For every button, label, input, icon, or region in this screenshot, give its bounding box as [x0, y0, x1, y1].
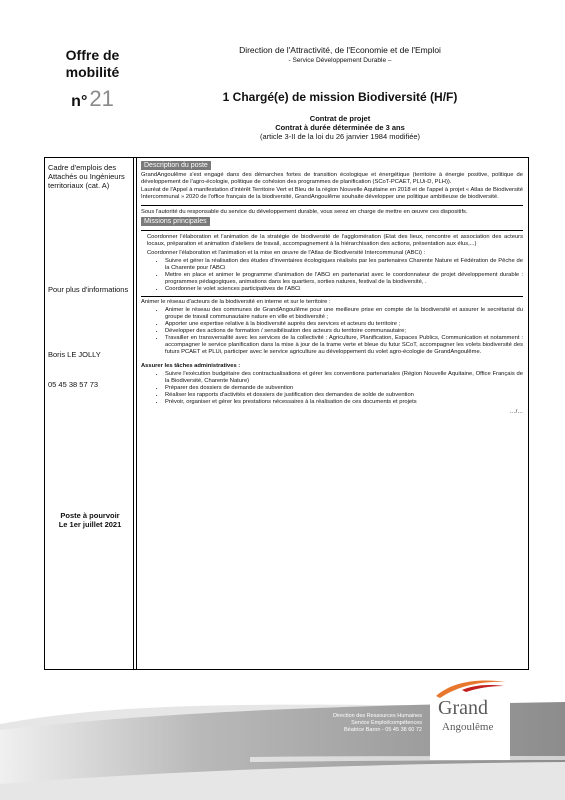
description-heading: Description du poste: [141, 161, 211, 170]
description-paragraph-2: Lauréat de l'Appel à manifestation d'intérêt Territoire Vert et Bleu de la région Nouvelle Aquitaine en 2018 et de l'appel à projet « Atlas de Biodiversité Intercommunal » 2020 de l'office français de la biodiversité, GrandAngoulême souhaite développer une politique ambitieuse de biodiversité.: [141, 187, 523, 200]
start-date-block: [48, 511, 132, 529]
hr-department: Direction des Ressources Humaines: [333, 713, 422, 719]
hr-service: Service Emploi/compétences: [351, 720, 422, 726]
start-date: Le 1er juillet 2021: [58, 520, 122, 529]
description-paragraph-1: GrandAngoulême s'est engagé dans des démarches fortes de transition écologique et énergétique (territoire à énergie positive, politique de développement de l'agro-écologie, politique de cohésion des programmes de planification (SCoT-PCAET, PLUi-D, PLH)).: [141, 172, 523, 185]
list-item: • Mettre en place et animer le programme d'animation de l'ABCi en partenariat avec le coordonnateur de projet développement durable : programmes pédagogiques, animations dans les quartiers, sorties natures, festival de la biodiversité, .: [165, 272, 523, 286]
logo-text-grand: Grand: [438, 697, 488, 719]
continuation-mark: …/…: [509, 409, 523, 415]
list-item: • Apporter une expertise relative à la biodiversité auprès des services et acteurs du territoire ;: [165, 321, 523, 328]
logo-swoosh-red: [462, 685, 504, 692]
logo-swoosh-icon: [432, 676, 510, 698]
list-item: • Prévoir, organiser et gérer les prestations nécessaires à la réalisation de ces documents et projets: [165, 399, 523, 406]
hr-contact: [262, 713, 422, 734]
mission-4-list: [141, 371, 523, 406]
list-item: • Travailler en transversalité avec les services de la collectivité : Agriculture, Planification, Espaces Publics, Communication et notamment : accompagner le service planification dans la mise à jour de la trame verte et bleue du futur SCoT, accompagner les volets biodiversité des futurs PCAET et PLUi, participer avec le service agriculture au développement du volet agro-écologie de GrandAngoulême.: [165, 335, 523, 356]
mission-2-list: [141, 258, 523, 293]
divider: [141, 296, 523, 297]
missions-heading: Missions principales: [141, 217, 210, 226]
list-item: • Préparer des dossiers de demande de subvention: [165, 385, 523, 392]
list-item: • Développer des actions de formation / sensibilisation des acteurs du territoire communautaire;: [165, 328, 523, 335]
mission-3-list: [141, 307, 523, 356]
divider: [141, 230, 523, 231]
contract-legal-ref: (article 3-II de la loi du 26 janvier 1984 modifiée): [259, 132, 421, 141]
contact-name: Boris LE JOLLY: [48, 350, 101, 359]
mission-3: Animer le réseau d'acteurs de la biodiversité en interne et sur le territoire :: [141, 299, 331, 305]
list-item: • Coordonner le volet sciences participatives de l'ABCi: [165, 286, 523, 293]
main-content: [141, 161, 523, 416]
offer-number-prefix: n°: [71, 93, 88, 110]
left-column-inner-border: [136, 157, 137, 670]
list-item: • Suivre l'exécution budgétaire des contractualisations et gérer les conventions partenariales (Région Nouvelle Aquitaine, Office Français de la Biodiversité, Charente Nature): [165, 371, 523, 385]
service-name: - Service Développement Durable –: [288, 57, 392, 64]
list-item: • Animer le réseau des communes de GrandAngoulême pour une meilleure prise en compte de la biodiversité et assurer le secrétariat du groupe de travail communautaire nature en ville et biodiversité ;: [165, 307, 523, 321]
contact-phone: 05 45 38 57 73: [48, 380, 99, 389]
divider: [141, 205, 523, 206]
direction-name: Direction de l'Attractivité, de l'Economie et de l'Emploi: [239, 45, 441, 55]
logo-text-angouleme: Angoulême: [442, 721, 494, 733]
start-date-label: Poste à pourvoir: [60, 511, 120, 520]
contract-type: Contrat de projet: [309, 114, 371, 123]
mission-2-text: Coordonner l'élaboration et l'animation et la mise en œuvre de l'Atlas de Biodiversité Intercommunal (ABCi) :: [147, 250, 426, 256]
mission-4: Assurer les tâches administratives :: [141, 363, 241, 369]
offer-label-line1: Offre de: [65, 47, 120, 63]
job-title: 1 Chargé(e) de mission Biodiversité (H/F): [222, 90, 458, 104]
contract-duration: Contrat à durée déterminée de 3 ans: [275, 123, 405, 132]
list-item: • Réaliser les rapports d'activités et dossiers de justification des demandes de solde de subvention: [165, 392, 523, 399]
description-paragraph-3: Sous l'autorité du responsable du service du développement durable, vous serez en charge de mettre en œuvre ces dispositifs.: [141, 209, 468, 215]
contract-info: [155, 114, 525, 141]
offer-label-line2: mobilité: [65, 64, 120, 80]
contact-label: Pour plus d'informations: [48, 285, 129, 294]
mission-2: [141, 250, 523, 257]
organization-header: [155, 45, 525, 64]
left-column-border: [44, 157, 134, 670]
offer-number: 21: [89, 86, 114, 111]
job-grade: Cadre d'emplois des Attachés ou Ingénieurs territoriaux (cat. A): [48, 163, 125, 190]
mission-1: Coordonner l'élaboration et l'animation de la stratégie de biodiversité de l'agglomération (Etat des lieux, rencontre et association des acteurs locaux, préparation et animation d'ateliers de travail, accompagnement à la hiérarchisation des actions, présentation aux élus,...): [147, 234, 523, 247]
offer-number-block: [45, 86, 140, 112]
offer-label: [45, 47, 140, 81]
list-item: • Suivre et gérer la réalisation des études d'inventaires écologiques réalisés par les partenaires Charente Nature et Fédération de Pêche de la Charente pour l'ABCi: [165, 258, 523, 272]
hr-contact-person: Béatrice Baron - 05 45 38 60 72: [344, 727, 422, 733]
